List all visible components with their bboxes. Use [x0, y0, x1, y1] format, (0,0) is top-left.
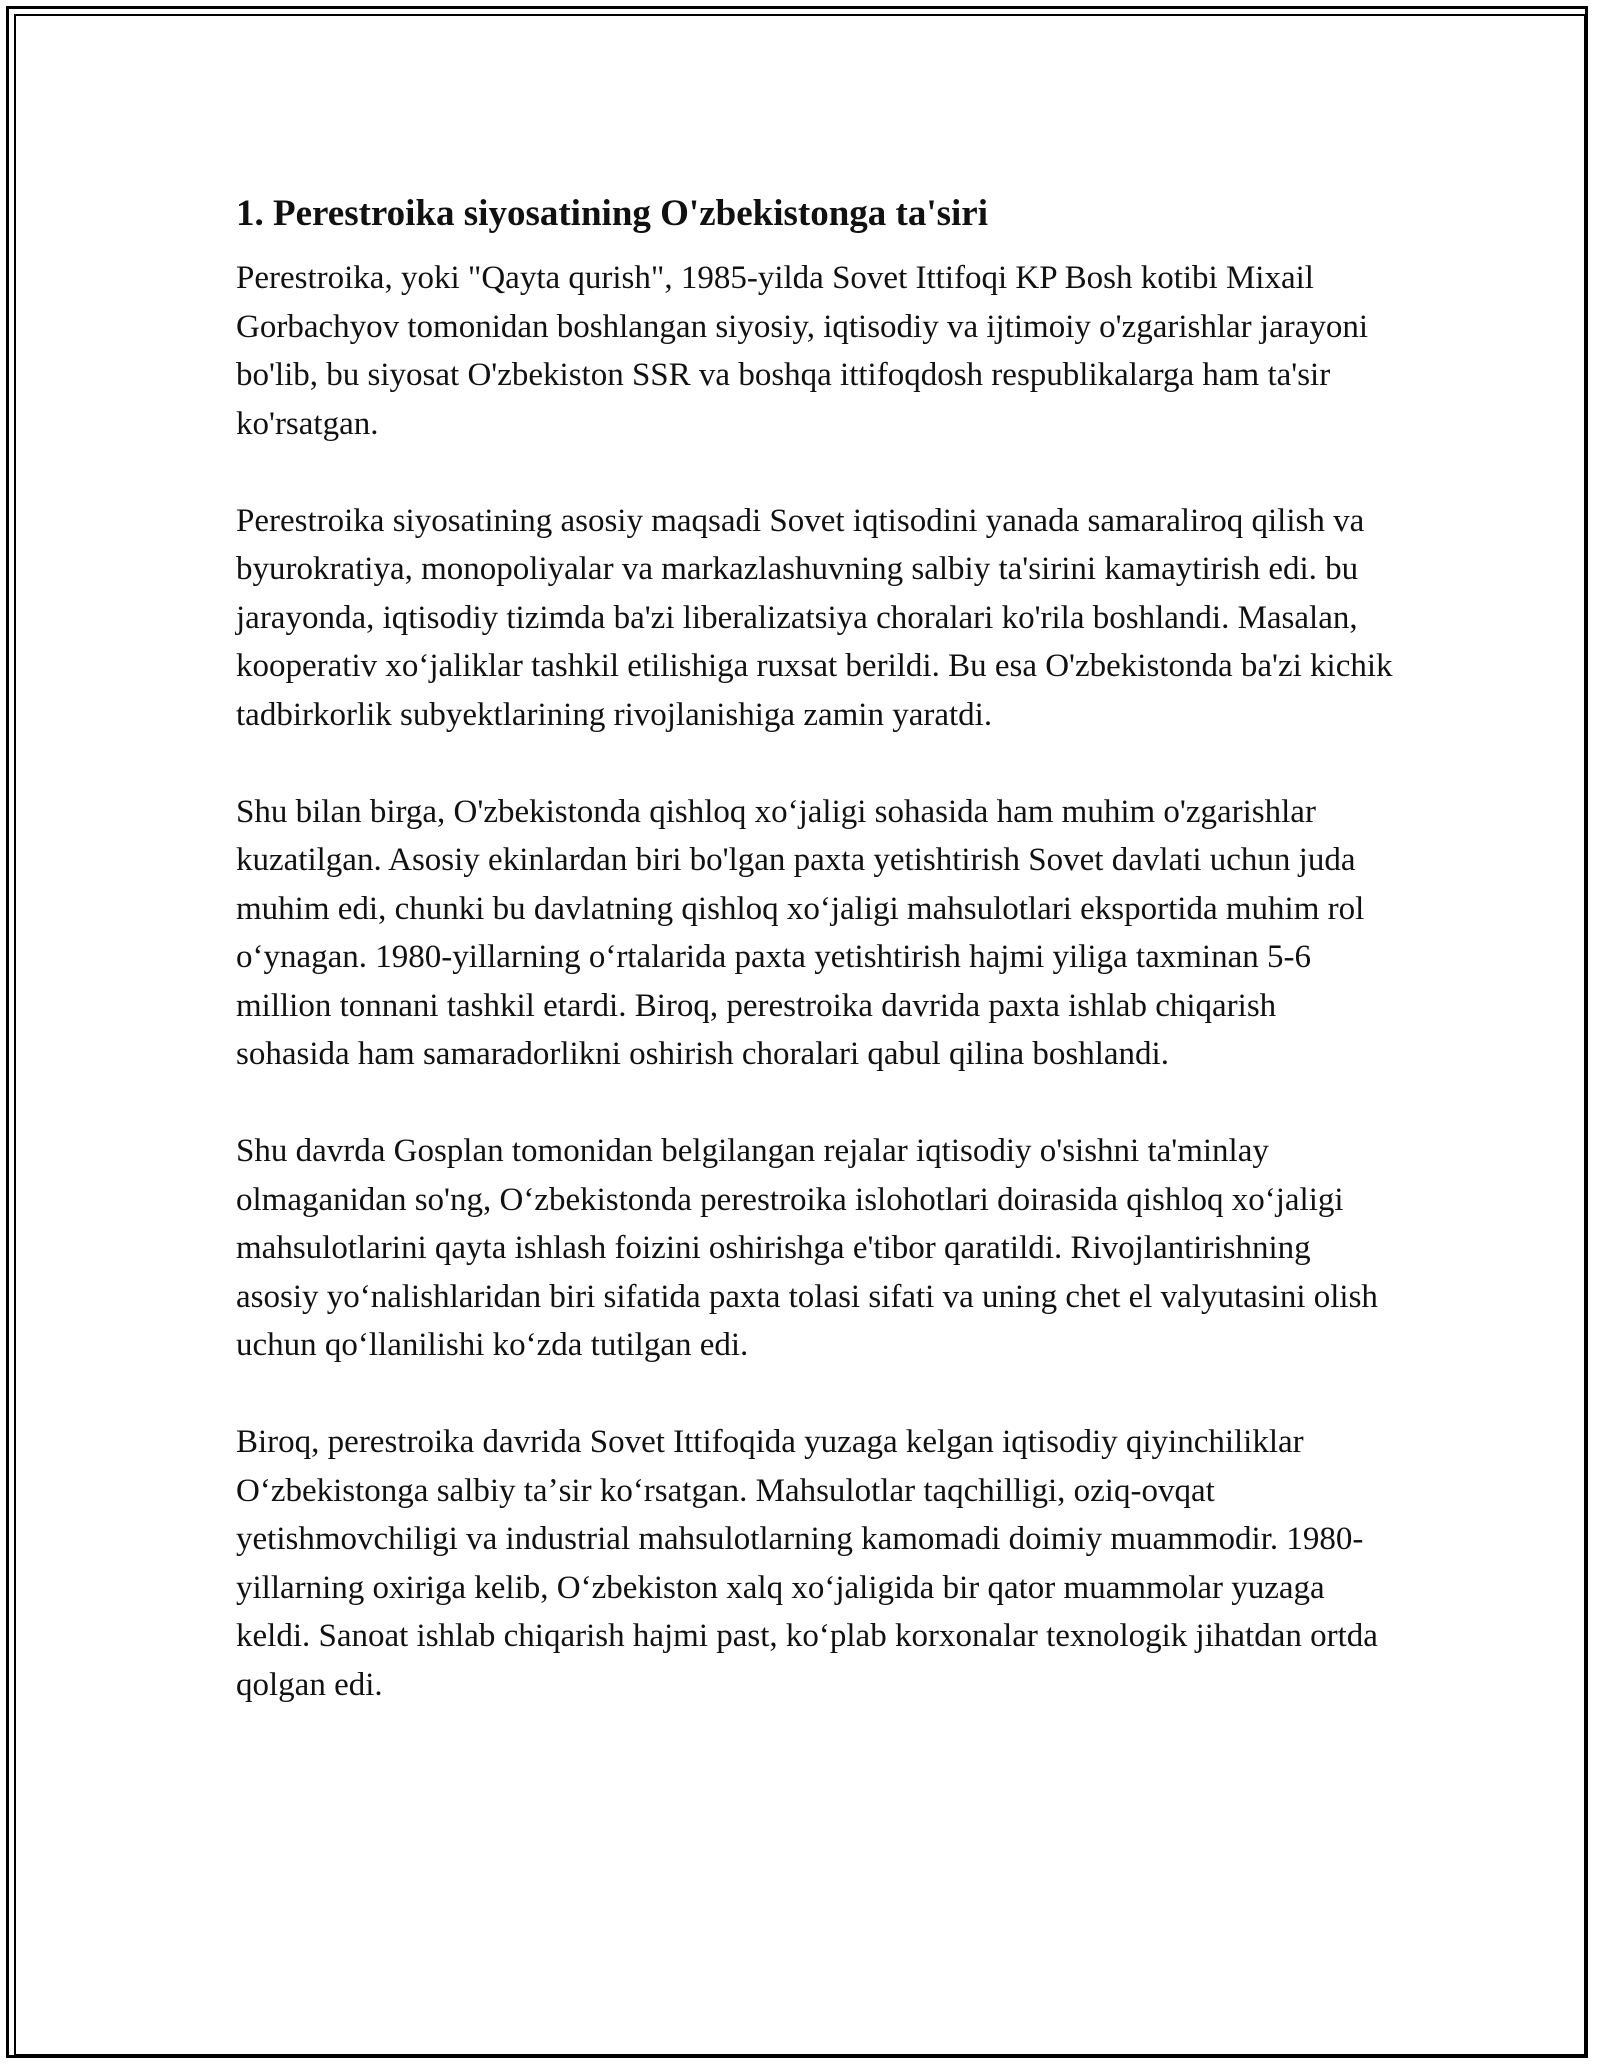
document-title: 1. Perestroika siyosatining O'zbekistonga ta'siri: [236, 193, 989, 234]
document-body: [236, 186, 1396, 1758]
paragraph-2: Perestroika siyosatining asosiy maqsadi Sovet iqtisodini yanada samaraliroq qilish va byurokratiya, monopoliyalar va markazlashuvning salbiy ta'sirini kamaytirish edi. bu jarayonda, iqtisodiy tizimda ba'zi liberalizatsiya choralari ko'rila boshlandi. Masalan, kooperativ xoʻjaliklar tashkil etilishiga ruxsat berildi. Bu esa O'zbekistonda ba'zi kichik tadbirkorlik subyektlarining rivojlanishiga zamin yaratdi.: [236, 502, 1393, 733]
paragraph-1: Perestroika, yoki "Qayta qurish", 1985-yilda Sovet Ittifoqi KP Bosh kotibi Mixail Gorbachyov tomonidan boshlangan siyosiy, iqtisodiy va ijtimoiy o'zgarishlar jarayoni bo'lib, bu siyosat O'zbekiston SSR va boshqa ittifoqdosh respublikalarga ham ta'sir ko'rsatgan.: [236, 260, 1369, 442]
paragraph-5: Biroq, perestroika davrida Sovet Ittifoqida yuzaga kelgan iqtisodiy qiyinchiliklar Oʻzbekistonga salbiy taʼsir koʻrsatgan. Mahsulotlar taqchilligi, oziq-ovqat yetishmovchiligi va industrial mahsulotlarning kamomadi doimiy muammodir. 1980-yillarning oxiriga kelib, Oʻzbekiston xalq xoʻjaligida bir qator muammolar yuzaga keldi. Sanoat ishlab chiqarish hajmi past, koʻplab korxonalar texnologik jihatdan ortda qolgan edi.: [236, 1424, 1378, 1703]
paragraph-4: Shu davrda Gosplan tomonidan belgilangan rejalar iqtisodiy o'sishni ta'minlay olmaganidan so'ng, Oʻzbekistonda perestroika islohotlari doirasida qishloq xoʻjaligi mahsulotlarini qayta ishlash foizini oshirishga e'tibor qaratildi. Rivojlantirishning asosiy yoʻnalishlaridan biri sifatida paxta tolasi sifati va uning chet el valyutasini olish uchun qoʻllanilishi koʻzda tutilgan edi.: [236, 1133, 1378, 1363]
paragraph-3: Shu bilan birga, O'zbekistonda qishloq xoʻjaligi sohasida ham muhim o'zgarishlar kuzatilgan. Asosiy ekinlardan biri bo'lgan paxta yetishtirish Sovet davlati uchun juda muhim edi, chunki bu davlatning qishloq xoʻjaligi mahsulotlari eksportida muhim rol oʻynagan. 1980-yillarning oʻrtalarida paxta yetishtirish hajmi yiliga taxminan 5-6 million tonnani tashkil etardi. Biroq, perestroika davrida paxta ishlab chiqarish sohasida ham samaradorlikni oshirish choralari qabul qilina boshlandi.: [236, 793, 1365, 1072]
